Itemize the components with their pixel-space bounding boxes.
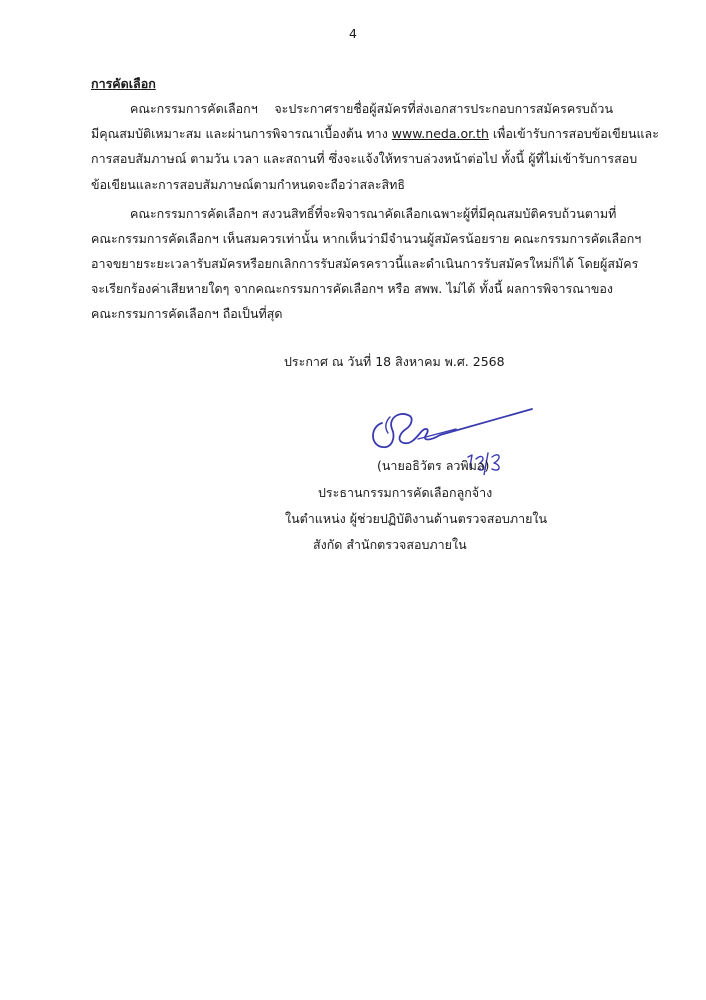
signatory-position3: สังกัด สำนักตรวจสอบภายใน — [313, 537, 467, 552]
announcement-date: ประกาศ ณ วันที่ 18 สิงหาคม พ.ศ. 2568 — [284, 354, 505, 369]
paragraph2-line1: คณะกรรมการคัดเลือกฯ สงวนสิทธิ์ที่จะพิจารณาคัดเลือกเฉพาะผู้ที่มีคุณสมบัติครบถ้วนตามที่ — [130, 206, 617, 221]
neda-website-link[interactable]: www.neda.or.th — [391, 126, 489, 141]
signatory-name: (นายอธิวัตร ลวพิมล) — [377, 458, 490, 473]
paragraph1-line3: การสอบสัมภาษณ์ ตามวัน เวลา และสถานที่ ซึ่งจะแจ้งให้ทราบล่วงหน้าต่อไป ทั้งนี้ ผู้ที่ไม่เข้ารับการสอบ — [91, 151, 638, 166]
paragraph2-line2: คณะกรรมการคัดเลือกฯ เห็นสมควรเท่านั้น หากเห็นว่ามีจำนวนผู้สมัครน้อยราย คณะกรรมการคัดเลือกฯ — [91, 231, 642, 246]
signatory-position2: ในตำแหน่ง ผู้ช่วยปฏิบัติงานด้านตรวจสอบภายใน — [285, 511, 548, 526]
paragraph1-line2-after-link: เพื่อเข้ารับการสอบข้อเขียนและ — [488, 126, 659, 141]
paragraph2-line4: จะเรียกร้องค่าเสียหายใดๆ จากคณะกรรมการคัดเลือกฯ หรือ สพพ. ไม่ได้ ทั้งนี้ ผลการพิจารณาของ — [91, 281, 613, 296]
paragraph2-line3: อาจขยายระยะเวลารับสมัครหรือยกเลิกการรับสมัครคราวนี้และดำเนินการรับสมัครใหม่ก็ได้ โดยผู้สมัคร — [91, 256, 639, 271]
page-number: 4 — [349, 26, 357, 41]
signatory-position1: ประธานกรรมการคัดเลือกลูกจ้าง — [318, 485, 493, 500]
paragraph1-line4: ข้อเขียนและการสอบสัมภาษณ์ตามกำหนดจะถือว่าสละสิทธิ — [91, 177, 406, 192]
paragraph2-line5: คณะกรรมการคัดเลือกฯ ถือเป็นที่สุด — [91, 306, 283, 321]
section-heading: การคัดเลือก — [91, 76, 156, 91]
paragraph1-line2 — [91, 126, 659, 142]
paragraph1-line2-before-link: มีคุณสมบัติเหมาะสม และผ่านการพิจารณาเบื้องต้น ทาง — [91, 126, 392, 141]
paragraph1-line1: คณะกรรมการคัดเลือกฯ จะประกาศรายชื่อผู้สมัครที่ส่งเอกสารประกอบการสมัครครบถ้วน — [130, 101, 613, 116]
